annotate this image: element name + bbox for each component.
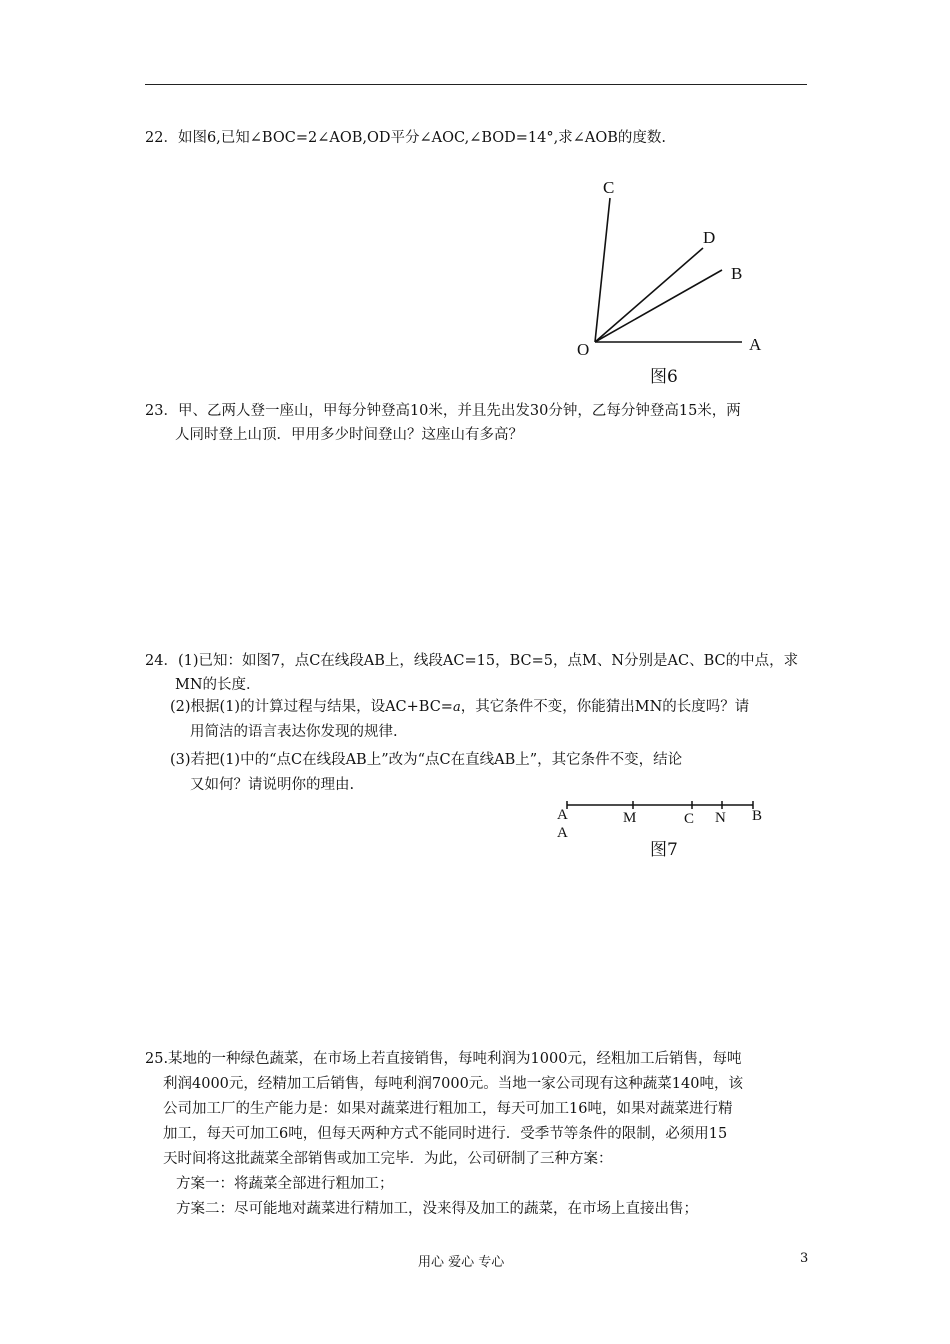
- question-25-line-2: 利润4000元，经精加工后销售，每吨利润7000元。当地一家公司现有这种蔬菜140吨，该: [163, 1076, 743, 1092]
- header-rule: [145, 84, 807, 85]
- point-label-a: A: [557, 807, 568, 823]
- ray-ob: [595, 270, 722, 342]
- ray-od: [595, 248, 703, 342]
- question-23-line-1: 23．甲、乙两人登一座山，甲每分钟登高10米，并且先出发30分钟，乙每分钟登高15米，两: [145, 403, 741, 419]
- figure-6-caption: 图6: [650, 367, 678, 387]
- question-25-plan-1: 方案一：将蔬菜全部进行粗加工；: [176, 1176, 394, 1192]
- variable-a: a: [452, 700, 461, 715]
- figure-6: [560, 170, 800, 390]
- question-24-part-2-line-1: [170, 697, 749, 718]
- point-label-b: B: [752, 808, 763, 824]
- point-label-a-duplicate: A: [557, 825, 568, 841]
- question-24-part-3-line-2: 又如何？请说明你的理由.: [190, 777, 355, 793]
- question-24-part-2-text-b: ，其它条件不变，你能猜出MN的长度吗？请: [460, 699, 750, 715]
- point-label-m: M: [623, 810, 637, 826]
- question-24-part-2-line-2: 用简洁的语言表达你发现的规律.: [190, 724, 398, 740]
- point-label-c: C: [603, 178, 615, 197]
- question-22-text: 22．如图6,已知∠BOC=2∠AOB,OD平分∠AOC,∠BOD=14°,求∠AOB的度数.: [145, 130, 667, 146]
- question-25-line-5: 天时间将这批蔬菜全部销售或加工完毕．为此，公司研制了三种方案：: [163, 1151, 613, 1167]
- point-label-c: C: [684, 811, 695, 827]
- point-label-o: O: [577, 340, 590, 359]
- question-23-line-2: 人同时登上山顶．甲用多少时间登山？这座山有多高？: [175, 427, 523, 443]
- question-25-line-3: 公司加工厂的生产能力是：如果对蔬菜进行粗加工，每天可加工16吨，如果对蔬菜进行精: [163, 1101, 733, 1117]
- point-label-n: N: [715, 810, 726, 826]
- point-label-b: B: [731, 264, 743, 283]
- question-24-part-2-text-a: (2)根据(1)的计算过程与结果，设AC+BC=: [170, 699, 453, 715]
- question-24-part-3-line-1: (3)若把(1)中的“点C在线段AB上”改为“点C在直线AB上”，其它条件不变，结论: [170, 752, 683, 768]
- point-label-a: A: [749, 335, 762, 354]
- question-25-plan-2: 方案二：尽可能地对蔬菜进行精加工，没来得及加工的蔬菜，在市场上直接出售；: [176, 1201, 698, 1217]
- question-24-part-1-line-1: 24．(1)已知：如图7，点C在线段AB上，线段AC=15，BC=5，点M、N分别是AC、BC的中点，求: [145, 653, 799, 669]
- question-25-line-1: 25.某地的一种绿色蔬菜，在市场上若直接销售，每吨利润为1000元，经粗加工后销售，每吨: [145, 1051, 742, 1067]
- ray-oc: [595, 198, 610, 342]
- question-25-line-4: 加工，每天可加工6吨，但每天两种方式不能同时进行．受季节等条件的限制，必须用15: [163, 1126, 728, 1142]
- page-number: 3: [800, 1251, 809, 1266]
- question-24-part-1-line-2: MN的长度．: [175, 677, 261, 693]
- point-label-d: D: [703, 228, 716, 247]
- figure-7-caption: 图7: [650, 840, 678, 860]
- footer-slogan: 用心 爱心 专心: [418, 1255, 505, 1270]
